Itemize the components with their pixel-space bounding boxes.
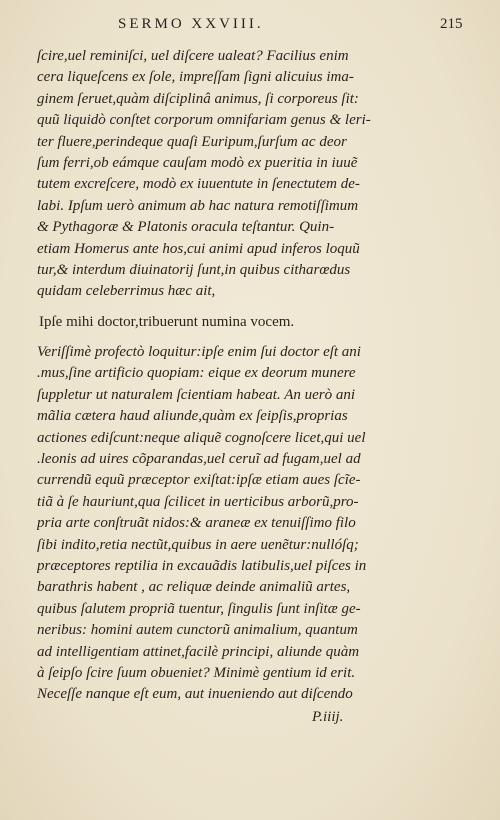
text-block-after-verse [37,342,472,706]
text-line: præceptores reptilia in excauãdis latibulis,uel piſces in [37,557,367,574]
text-line: pria arte conſtruãt nidos:& araneæ ex tenuiſſimo filo [37,515,356,532]
text-line: quidam celeberrimus hæc ait, [37,283,216,300]
text-block-before-verse [37,46,472,303]
text-line: ſum ferri,ob eámque cauſam modò ex pueritia in iuuẽ [37,154,358,171]
page-header [0,16,500,40]
text-line: ſcire,uel reminiſci, uel diſcere ualeat? Facilius enim [37,48,349,64]
text-line: .leonis ad uires cõparandas,uel ceruĩ ad fugam,uel ad [37,451,361,468]
text-line: currendũ equũ præceptor exiſtat:ipſæ etiam aues ſcĩe- [37,472,361,489]
text-line: actiones ediſcunt:neque aliquẽ cognoſcere licet,qui uel [37,429,366,446]
text-line: à ſeipſo ſcire ſuum obueniet? Minimè gentium id erit. [37,664,356,681]
text-line: tutem excreſcere, modò ex iuuentute in ſenectutem de- [37,176,360,193]
text-line: tiã à ſe hauriunt,qua ſcilicet in uerticibus arborũ,pro- [37,493,359,510]
text-line: & Pythagoræ & Platonis oracula teſtantur. Quin- [37,219,335,236]
body-text [37,46,472,706]
text-line: etiam Homerus ante hos,cui animi apud inferos loquũ [37,240,360,257]
text-line: barathris habent , ac reliquæ deinde animaliũ artes, [37,579,351,596]
signature-mark: P.iiij. [312,709,344,725]
verse-quotation: Ipſe mihi doctor,tribuerunt numina vocem. [39,313,295,330]
text-line: ſuppletur ut naturalem ſcientiam habeat. An uerò ani [37,386,356,403]
text-line: ſibi indito,retia nectũt,quibus in aere uenẽtur:nullóſq; [37,536,359,553]
text-line: neribus: homini autem cunctorũ animalium, quantum [37,622,358,639]
text-line: quũ liquidò conſtet corporum omnifariam genus & leri- [37,112,371,129]
text-line: cera liqueſcens ex ſole, impreſſam ſigni alicuius ima- [37,69,354,86]
text-line: .mus,ſine artificio quopiam: eique ex deorum munere [37,365,356,382]
text-line: Neceſſe nanque eſt eum, aut inueniendo aut diſcendo [37,686,353,703]
text-line: tur,& interdum diuinatorij ſunt,in quibus citharœdus [37,261,351,278]
text-line: Veriſſimè profectò loquitur:ipſe enim ſui doctor eſt ani [37,344,361,361]
running-head: SERMO XXVIII. [118,16,264,32]
text-line: ad intelligentiam attinet,facilè principi, aliunde quàm [37,643,360,660]
text-line: ginem ſeruet,quàm diſciplinâ animus, ſi corporeus ſit: [37,90,359,107]
page-number: 215 [440,16,463,32]
text-line: mãlia cætera haud aliunde,quàm ex ſeipſis,proprias [37,408,348,425]
text-line: labi. Ipſum uerò animum ab hac natura remotiſſimum [37,197,359,214]
text-line: ter fluere,perindeque quaſi Euripum,ſurſum ac deor [37,133,347,150]
text-line: quibus ſalutem propriã tuentur, ſingulis ſunt inſitæ ge- [37,600,361,617]
